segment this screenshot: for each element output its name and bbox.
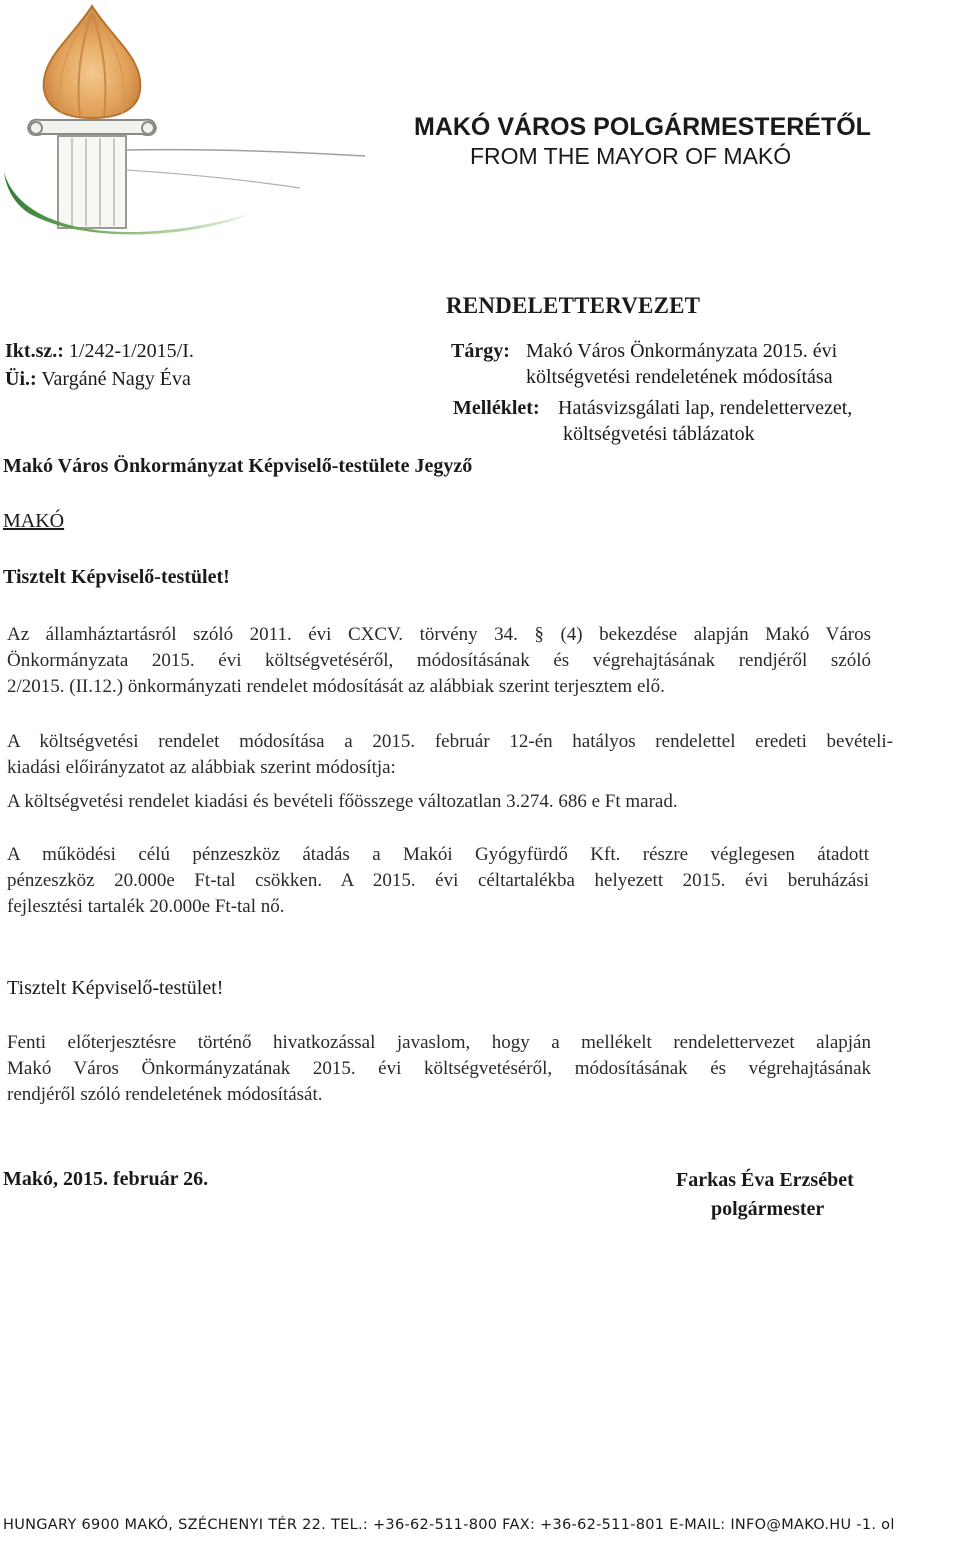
filing-number-label: Ikt.sz.: bbox=[5, 340, 64, 362]
subject-line-1: Makó Város Önkormányzata 2015. évi bbox=[526, 340, 838, 362]
paragraph-line: A költségvetési rendelet módosítása a 2015. február 12-én hatályos rendelettel eredeti bevételi- bbox=[7, 731, 893, 752]
paragraph-line: A működési célú pénzeszköz átadás a Makói Gyógyfürdő Kft. részre véglegesen átadott bbox=[7, 844, 869, 865]
paragraph-line: pénzeszköz 20.000e Ft-tal csökken. A 2015. évi céltartalékba helyezett 2015. évi beruházási bbox=[7, 870, 869, 891]
signatory-name: Farkas Éva Erzsébet bbox=[676, 1169, 854, 1191]
paragraph-line: Fenti előterjesztésre történő hivatkozással javaslom, hogy a mellékelt rendelettervezet alapján bbox=[7, 1032, 871, 1053]
addressee-city-text: MAKÓ bbox=[3, 510, 65, 532]
filing-number-row bbox=[5, 340, 194, 363]
paragraph-line: 2/2015. (II.12.) önkormányzati rendelet módosítását az alábbiak szerint terjesztem elő. bbox=[7, 676, 665, 697]
paragraph-proposal bbox=[7, 1030, 871, 1108]
paragraph-line: fejlesztési tartalék 20.000e Ft-tal nő. bbox=[7, 896, 285, 917]
paragraph-modification bbox=[7, 729, 893, 781]
paragraph-total-amount bbox=[7, 789, 871, 815]
paragraph-line: Az államháztartásról szóló 2011. évi CXCV. törvény 34. § (4) bekezdése alapján Makó Város bbox=[7, 624, 871, 645]
case-officer-value: Vargáné Nagy Éva bbox=[41, 368, 191, 390]
attachment-label: Melléklet: bbox=[453, 397, 540, 419]
salutation: Tisztelt Képviselő-testület! bbox=[3, 566, 230, 588]
city-logo-emblem bbox=[0, 0, 380, 260]
attachment-line-2: költségvetési táblázatok bbox=[563, 423, 755, 445]
case-officer-row bbox=[5, 368, 191, 391]
addressee-city bbox=[3, 510, 64, 533]
footer-address-bar: HUNGARY 6900 MAKÓ, SZÉCHENYI TÉR 22. TEL.: +36-62-511-800 FAX: +36-62-511-801 E-MAIL: INFO@MAKO.HU -1. ol bbox=[3, 1517, 895, 1533]
filing-number-value: 1/242-1/2015/I. bbox=[68, 340, 194, 362]
signatory-title: polgármester bbox=[711, 1198, 825, 1220]
subject-label: Tárgy: bbox=[451, 340, 510, 362]
paragraph-line: Önkormányzata 2015. évi költségvetéséről, módosításának és végrehajtásának rendjéről szóló bbox=[7, 650, 871, 671]
attachment-line-1: Hatásvizsgálati lap, rendelettervezet, bbox=[558, 397, 853, 419]
subject-line-2: költségvetési rendeletének módosítása bbox=[526, 366, 833, 388]
paragraph-line: A költségvetési rendelet kiadási és bevételi főösszege változatlan 3.274. 686 e Ft marad. bbox=[7, 791, 678, 812]
paragraph-legal-basis bbox=[7, 622, 871, 700]
addressee-line: Makó Város Önkormányzat Képviselő-testülete Jegyző bbox=[3, 455, 473, 477]
paragraph-line: rendjéről szóló rendeletének módosítását. bbox=[7, 1084, 323, 1105]
document-type-heading: RENDELETTERVEZET bbox=[446, 293, 701, 318]
paragraph-line: Makó Város Önkormányzatának 2015. évi költségvetéséről, módosításának és végrehajtásának bbox=[7, 1058, 871, 1079]
paragraph-line: kiadási előirányzatot az alábbiak szerint módosítja: bbox=[7, 757, 396, 778]
place-and-date: Makó, 2015. február 26. bbox=[3, 1168, 209, 1190]
salutation-closing: Tisztelt Képviselő-testület! bbox=[7, 977, 224, 999]
case-officer-label: Üi.: bbox=[5, 368, 37, 390]
letterhead-title-hu: MAKÓ VÁROS POLGÁRMESTERÉTŐL bbox=[414, 113, 871, 141]
letterhead-title-en: FROM THE MAYOR OF MAKÓ bbox=[470, 143, 792, 169]
paragraph-transfer bbox=[7, 842, 869, 920]
